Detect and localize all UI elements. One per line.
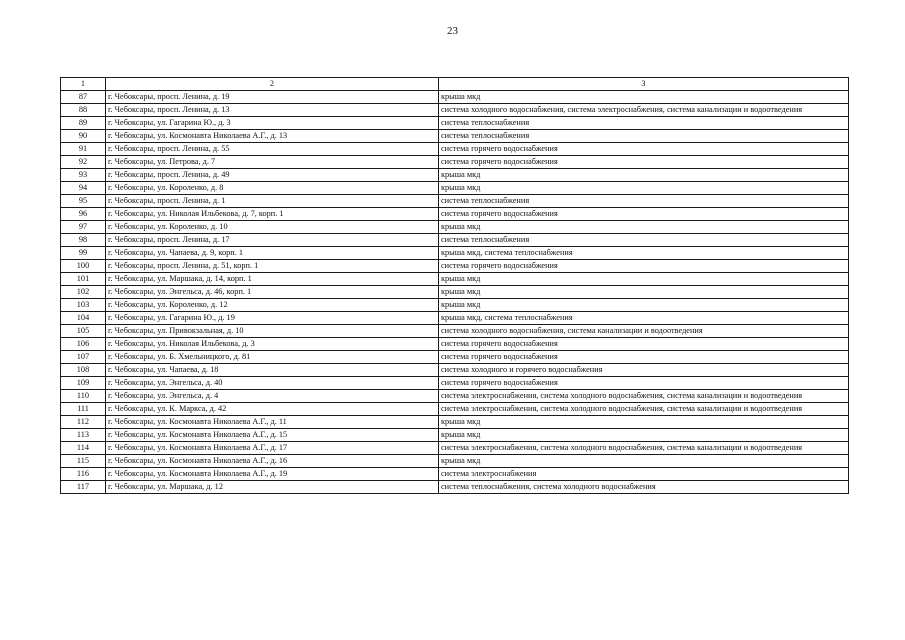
- address-cell: г. Чебоксары, ул. Космонавта Николаева А.Г., д. 13: [106, 130, 439, 143]
- address-cell: г. Чебоксары, ул. Чапаева, д. 18: [106, 364, 439, 377]
- table-row: [61, 312, 849, 325]
- row-number-cell: 110: [61, 390, 106, 403]
- address-cell: г. Чебоксары, просп. Ленина, д. 17: [106, 234, 439, 247]
- row-number-cell: 90: [61, 130, 106, 143]
- address-cell: г. Чебоксары, ул. К. Маркса, д. 42: [106, 403, 439, 416]
- systems-cell: система горячего водоснабжения: [439, 377, 849, 390]
- table-row: [61, 273, 849, 286]
- address-cell: г. Чебоксары, ул. Гагарина Ю., д. 3: [106, 117, 439, 130]
- table-row: [61, 455, 849, 468]
- systems-cell: система горячего водоснабжения: [439, 156, 849, 169]
- address-cell: г. Чебоксары, ул. Космонавта Николаева А.Г., д. 17: [106, 442, 439, 455]
- row-number-cell: 117: [61, 481, 106, 494]
- row-number-cell: 92: [61, 156, 106, 169]
- systems-cell: система холодного водоснабжения, система канализации и водоотведения: [439, 325, 849, 338]
- table-row: [61, 91, 849, 104]
- systems-cell: крыша мкд: [439, 455, 849, 468]
- address-cell: г. Чебоксары, ул. Привокзальная, д. 10: [106, 325, 439, 338]
- table-row: [61, 221, 849, 234]
- column-header-address: 2: [106, 78, 439, 91]
- systems-cell: крыша мкд: [439, 416, 849, 429]
- row-number-cell: 101: [61, 273, 106, 286]
- table-row: [61, 104, 849, 117]
- table-row: [61, 208, 849, 221]
- row-number-cell: 93: [61, 169, 106, 182]
- row-number-cell: 109: [61, 377, 106, 390]
- row-number-cell: 99: [61, 247, 106, 260]
- row-number-cell: 111: [61, 403, 106, 416]
- row-number-cell: 113: [61, 429, 106, 442]
- table-row: [61, 260, 849, 273]
- row-number-cell: 100: [61, 260, 106, 273]
- address-cell: г. Чебоксары, просп. Ленина, д. 51, корп. 1: [106, 260, 439, 273]
- row-number-cell: 102: [61, 286, 106, 299]
- address-cell: г. Чебоксары, ул. Маршака, д. 14, корп. 1: [106, 273, 439, 286]
- table-body: [61, 78, 849, 494]
- systems-cell: система горячего водоснабжения: [439, 338, 849, 351]
- address-cell: г. Чебоксары, ул. Короленко, д. 8: [106, 182, 439, 195]
- row-number-cell: 112: [61, 416, 106, 429]
- systems-cell: крыша мкд: [439, 182, 849, 195]
- address-cell: г. Чебоксары, ул. Короленко, д. 12: [106, 299, 439, 312]
- row-number-cell: 115: [61, 455, 106, 468]
- address-cell: г. Чебоксары, просп. Ленина, д. 1: [106, 195, 439, 208]
- table-row: [61, 390, 849, 403]
- table-row: [61, 338, 849, 351]
- table-header-row: [61, 78, 849, 91]
- address-cell: г. Чебоксары, ул. Космонавта Николаева А.Г., д. 15: [106, 429, 439, 442]
- systems-cell: крыша мкд: [439, 221, 849, 234]
- systems-cell: система электроснабжения, система холодного водоснабжения, система канализации и водоотведения: [439, 390, 849, 403]
- column-header-number: 1: [61, 78, 106, 91]
- table-row: [61, 130, 849, 143]
- table-row: [61, 286, 849, 299]
- address-cell: г. Чебоксары, ул. Чапаева, д. 9, корп. 1: [106, 247, 439, 260]
- table-row: [61, 481, 849, 494]
- row-number-cell: 105: [61, 325, 106, 338]
- page-number: 23: [447, 25, 458, 37]
- address-cell: г. Чебоксары, ул. Космонавта Николаева А.Г., д. 19: [106, 468, 439, 481]
- table-row: [61, 416, 849, 429]
- address-cell: г. Чебоксары, ул. Энгельса, д. 46, корп. 1: [106, 286, 439, 299]
- table-row: [61, 377, 849, 390]
- systems-cell: крыша мкд: [439, 286, 849, 299]
- table-row: [61, 117, 849, 130]
- table-row: [61, 299, 849, 312]
- address-cell: г. Чебоксары, ул. Б. Хмельницкого, д. 81: [106, 351, 439, 364]
- address-cell: г. Чебоксары, ул. Петрова, д. 7: [106, 156, 439, 169]
- systems-cell: система электроснабжения, система холодного водоснабжения, система канализации и водоотведения: [439, 442, 849, 455]
- address-cell: г. Чебоксары, ул. Короленко, д. 10: [106, 221, 439, 234]
- address-cell: г. Чебоксары, ул. Николая Ильбекова, д. 7, корп. 1: [106, 208, 439, 221]
- table-row: [61, 468, 849, 481]
- address-cell: г. Чебоксары, ул. Энгельса, д. 40: [106, 377, 439, 390]
- row-number-cell: 108: [61, 364, 106, 377]
- address-cell: г. Чебоксары, просп. Ленина, д. 19: [106, 91, 439, 104]
- row-number-cell: 107: [61, 351, 106, 364]
- table-row: [61, 234, 849, 247]
- address-cell: г. Чебоксары, просп. Ленина, д. 55: [106, 143, 439, 156]
- row-number-cell: 97: [61, 221, 106, 234]
- table-row: [61, 195, 849, 208]
- table-row: [61, 182, 849, 195]
- systems-cell: система электроснабжения, система холодного водоснабжения, система канализации и водоотведения: [439, 403, 849, 416]
- table-row: [61, 143, 849, 156]
- systems-cell: система теплоснабжения: [439, 234, 849, 247]
- systems-cell: система теплоснабжения: [439, 195, 849, 208]
- row-number-cell: 87: [61, 91, 106, 104]
- row-number-cell: 89: [61, 117, 106, 130]
- systems-cell: крыша мкд: [439, 169, 849, 182]
- systems-cell: система электроснабжения: [439, 468, 849, 481]
- row-number-cell: 104: [61, 312, 106, 325]
- systems-cell: крыша мкд: [439, 299, 849, 312]
- row-number-cell: 96: [61, 208, 106, 221]
- systems-cell: система горячего водоснабжения: [439, 208, 849, 221]
- row-number-cell: 114: [61, 442, 106, 455]
- table-row: [61, 156, 849, 169]
- table-row: [61, 429, 849, 442]
- column-header-systems: 3: [439, 78, 849, 91]
- systems-cell: система горячего водоснабжения: [439, 143, 849, 156]
- row-number-cell: 95: [61, 195, 106, 208]
- addresses-table: [60, 77, 849, 494]
- systems-cell: система холодного водоснабжения, система электроснабжения, система канализации и водоотведения: [439, 104, 849, 117]
- table-row: [61, 325, 849, 338]
- systems-cell: система горячего водоснабжения: [439, 260, 849, 273]
- systems-cell: крыша мкд: [439, 91, 849, 104]
- row-number-cell: 106: [61, 338, 106, 351]
- systems-cell: система горячего водоснабжения: [439, 351, 849, 364]
- address-cell: г. Чебоксары, просп. Ленина, д. 13: [106, 104, 439, 117]
- row-number-cell: 88: [61, 104, 106, 117]
- address-cell: г. Чебоксары, ул. Николая Ильбекова, д. 3: [106, 338, 439, 351]
- table-row: [61, 403, 849, 416]
- systems-cell: крыша мкд, система теплоснабжения: [439, 312, 849, 325]
- systems-cell: система теплоснабжения: [439, 130, 849, 143]
- table-row: [61, 247, 849, 260]
- address-cell: г. Чебоксары, ул. Космонавта Николаева А.Г., д. 11: [106, 416, 439, 429]
- systems-cell: крыша мкд: [439, 429, 849, 442]
- table-row: [61, 351, 849, 364]
- systems-cell: система холодного и горячего водоснабжения: [439, 364, 849, 377]
- systems-cell: крыша мкд, система теплоснабжения: [439, 247, 849, 260]
- address-cell: г. Чебоксары, ул. Космонавта Николаева А.Г., д. 16: [106, 455, 439, 468]
- address-cell: г. Чебоксары, ул. Маршака, д. 12: [106, 481, 439, 494]
- systems-cell: крыша мкд: [439, 273, 849, 286]
- table-row: [61, 364, 849, 377]
- row-number-cell: 116: [61, 468, 106, 481]
- table-row: [61, 442, 849, 455]
- table-row: [61, 169, 849, 182]
- systems-cell: система теплоснабжения, система холодного водоснабжения: [439, 481, 849, 494]
- address-cell: г. Чебоксары, просп. Ленина, д. 49: [106, 169, 439, 182]
- row-number-cell: 98: [61, 234, 106, 247]
- row-number-cell: 91: [61, 143, 106, 156]
- address-cell: г. Чебоксары, ул. Энгельса, д. 4: [106, 390, 439, 403]
- row-number-cell: 103: [61, 299, 106, 312]
- address-cell: г. Чебоксары, ул. Гагарина Ю., д. 19: [106, 312, 439, 325]
- systems-cell: система теплоснабжения: [439, 117, 849, 130]
- row-number-cell: 94: [61, 182, 106, 195]
